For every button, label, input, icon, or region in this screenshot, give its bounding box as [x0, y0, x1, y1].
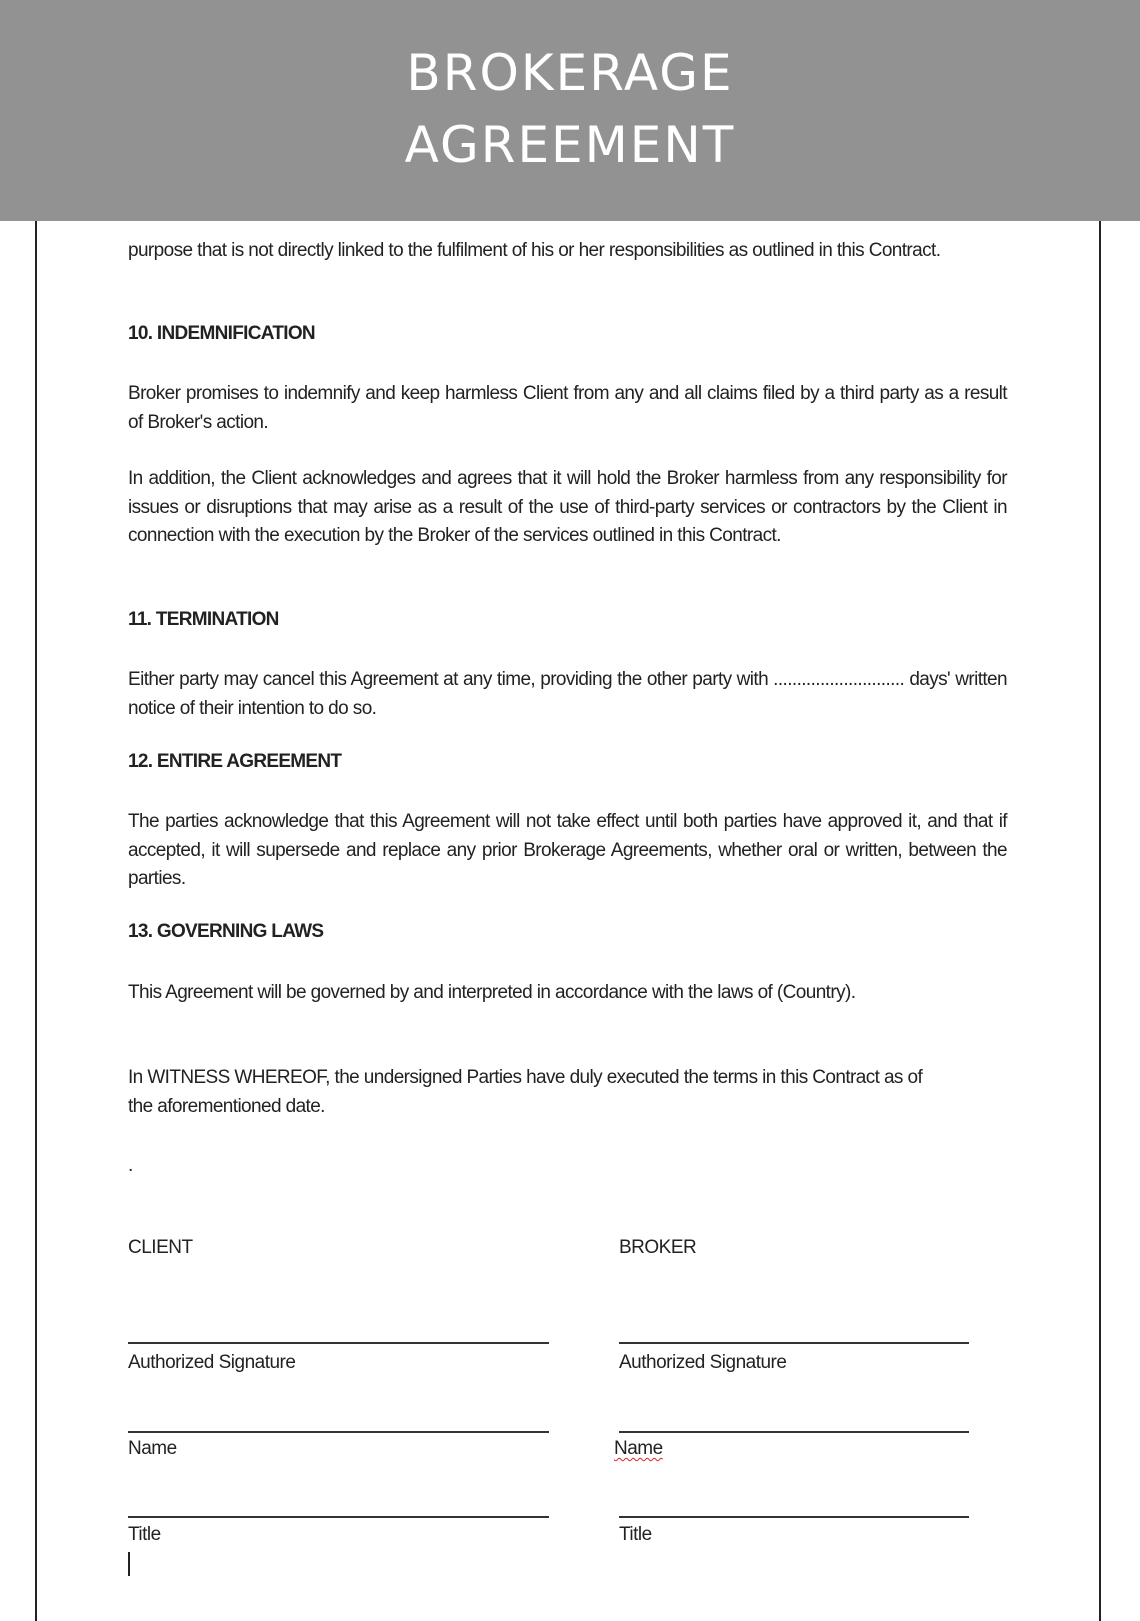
broker-signature-line[interactable]	[619, 1342, 969, 1344]
witness-paragraph: In WITNESS WHEREOF, the undersigned Parties have duly executed the terms in this Contract as of the aforementioned date.	[128, 1067, 923, 1117]
section-11-heading: 11. TERMINATION	[128, 609, 279, 630]
client-name-label: Name	[128, 1438, 177, 1459]
section-13-para: This Agreement will be governed by and interpreted in accordance with the laws of (Country).	[128, 982, 856, 1003]
section-13-heading: 13. GOVERNING LAWS	[128, 921, 324, 942]
broker-title-label: Title	[619, 1524, 652, 1545]
broker-name-label: Name	[614, 1438, 663, 1459]
client-signature-line[interactable]	[128, 1342, 549, 1344]
stray-dot: .	[128, 1155, 133, 1176]
section-10-para-2: In addition, the Client acknowledges and agrees that it will hold the Broker harmless from any responsibility for issues or disruptions that may arise as a result of the use of third-party services or contractors by the Client in connection with the execution by the Broker of the services outlined in this Contract.	[128, 468, 1007, 546]
client-title-label: Title	[128, 1524, 161, 1545]
section-12-para: The parties acknowledge that this Agreement will not take effect until both parties have approved it, and that if accepted, it will supersede and replace any prior Brokerage Agreements, whether oral or written, between the parties.	[128, 811, 1007, 889]
section-10-heading: 10. INDEMNIFICATION	[128, 323, 315, 344]
title-line-2: AGREEMENT	[404, 116, 736, 174]
client-name-line[interactable]	[128, 1431, 549, 1433]
section-12-heading: 12. ENTIRE AGREEMENT	[128, 751, 342, 772]
header-banner	[0, 0, 1140, 221]
section-10-para-1: Broker promises to indemnify and keep harmless Client from any and all claims filed by a third party as a result of Broker's action.	[128, 383, 1007, 433]
broker-title-line[interactable]	[619, 1516, 969, 1518]
section-11-para: Either party may cancel this Agreement at any time, providing the other party with ............................ days' written notice of their intention to do so.	[128, 669, 1007, 719]
page-border-right	[1099, 221, 1101, 1621]
broker-name-line[interactable]	[619, 1431, 969, 1433]
client-title-line[interactable]	[128, 1516, 549, 1518]
broker-label: BROKER	[619, 1237, 697, 1258]
client-label: CLIENT	[128, 1237, 193, 1258]
title-line-1: BROKERAGE	[406, 44, 734, 102]
page-border-left	[35, 221, 37, 1621]
broker-signature-label: Authorized Signature	[619, 1352, 787, 1373]
client-signature-label: Authorized Signature	[128, 1352, 296, 1373]
intro-paragraph: purpose that is not directly linked to the fulfilment of his or her responsibilities as outlined in this Contract.	[128, 240, 941, 261]
text-cursor	[128, 1552, 130, 1576]
